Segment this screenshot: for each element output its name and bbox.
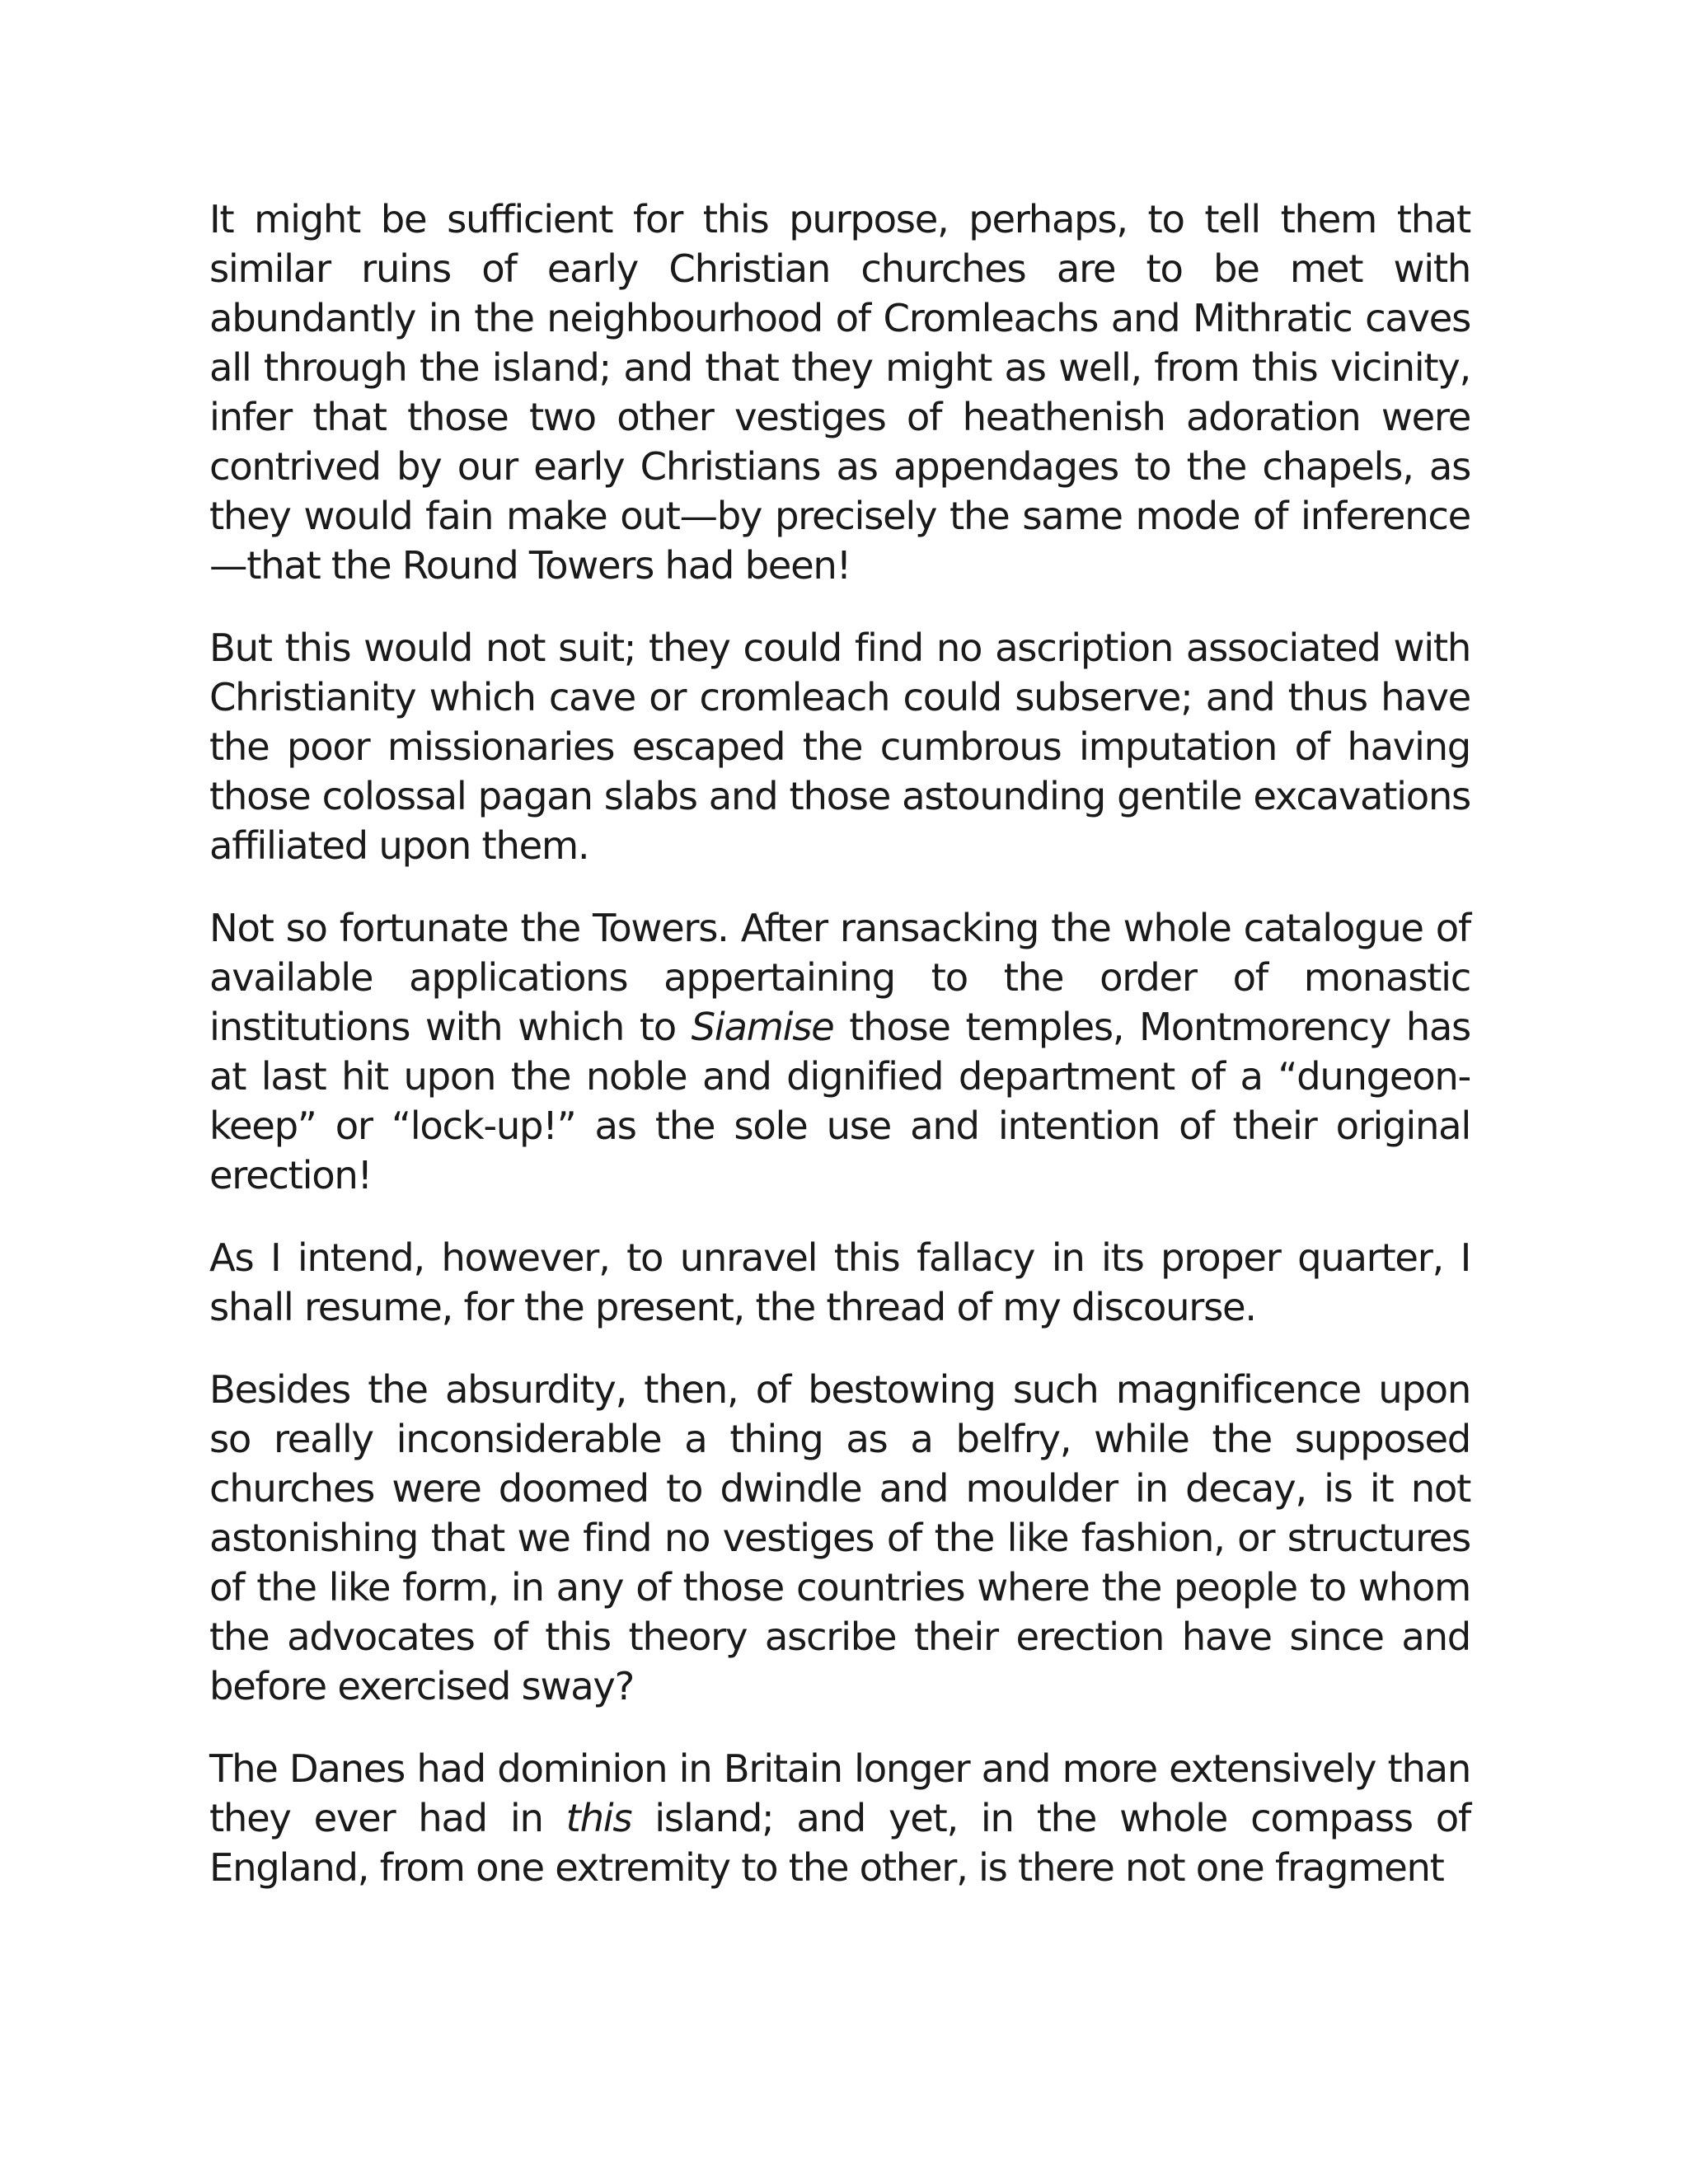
paragraph-text: The Danes had dominion in Britain longer and more extensively than they ever had in	[209, 1746, 1470, 1840]
paragraph-text: Besides the absurdity, then, of bestowing such magnificence upon so really inconsiderable a thing as a belfry, while the supposed churches were doomed to dwindle and moulder in decay, is it not astonishing that we find no vestiges of the like fashion, or structures of the like form, in any of those countries where the people to whom the advocates of this theory ascribe their erection have since and before exercised sway?	[209, 1367, 1470, 1708]
paragraph-3	[209, 903, 1470, 1200]
paragraph-4	[209, 1233, 1470, 1332]
paragraph-6	[209, 1744, 1470, 1892]
italic-word: this	[565, 1796, 632, 1840]
paragraph-text: It might be sufficient for this purpose, perhaps, to tell them that similar ruins of early Christian churches are to be met with abundantly in the neighbourhood of Cromleachs and Mithratic caves all through the island; and that they might as well, from this vicinity, infer that those two other vestiges of heathenish adoration were contrived by our early Christians as appendages to the chapels, as they would fain make out—by precisely the same mode of inference —that the Round Towers had been!	[209, 197, 1470, 588]
paragraph-1	[209, 194, 1470, 590]
paragraph-text: But this would not suit; they could find no ascription associated with Christianity which cave or cromleach could subserve; and thus have the poor missionaries escaped the cumbrous imputation of having those colossal pagan slabs and those astounding gentile excavations affiliated upon them.	[209, 626, 1470, 868]
paragraph-text: As I intend, however, to unravel this fallacy in its proper quarter, I shall resume, for the present, the thread of my discourse.	[209, 1235, 1470, 1329]
paragraph-text: Not so fortunate the Towers. After ransacking the whole catalogue of available applications appertaining to the order of monastic institutions with which to	[209, 906, 1470, 1049]
paragraph-text: those temples, Montmorency has at last hit upon the noble and dignified department of a “dungeon-keep” or “lock-up!” as the sole use and intention of their original erection!	[209, 1005, 1470, 1197]
paragraph-text: island; and yet, in the whole compass of England, from one extremity to the other, is there not one fragment	[209, 1796, 1470, 1890]
page-body	[209, 194, 1470, 1892]
paragraph-2	[209, 623, 1470, 870]
italic-word: Siamise	[691, 1005, 834, 1049]
paragraph-5	[209, 1365, 1470, 1711]
